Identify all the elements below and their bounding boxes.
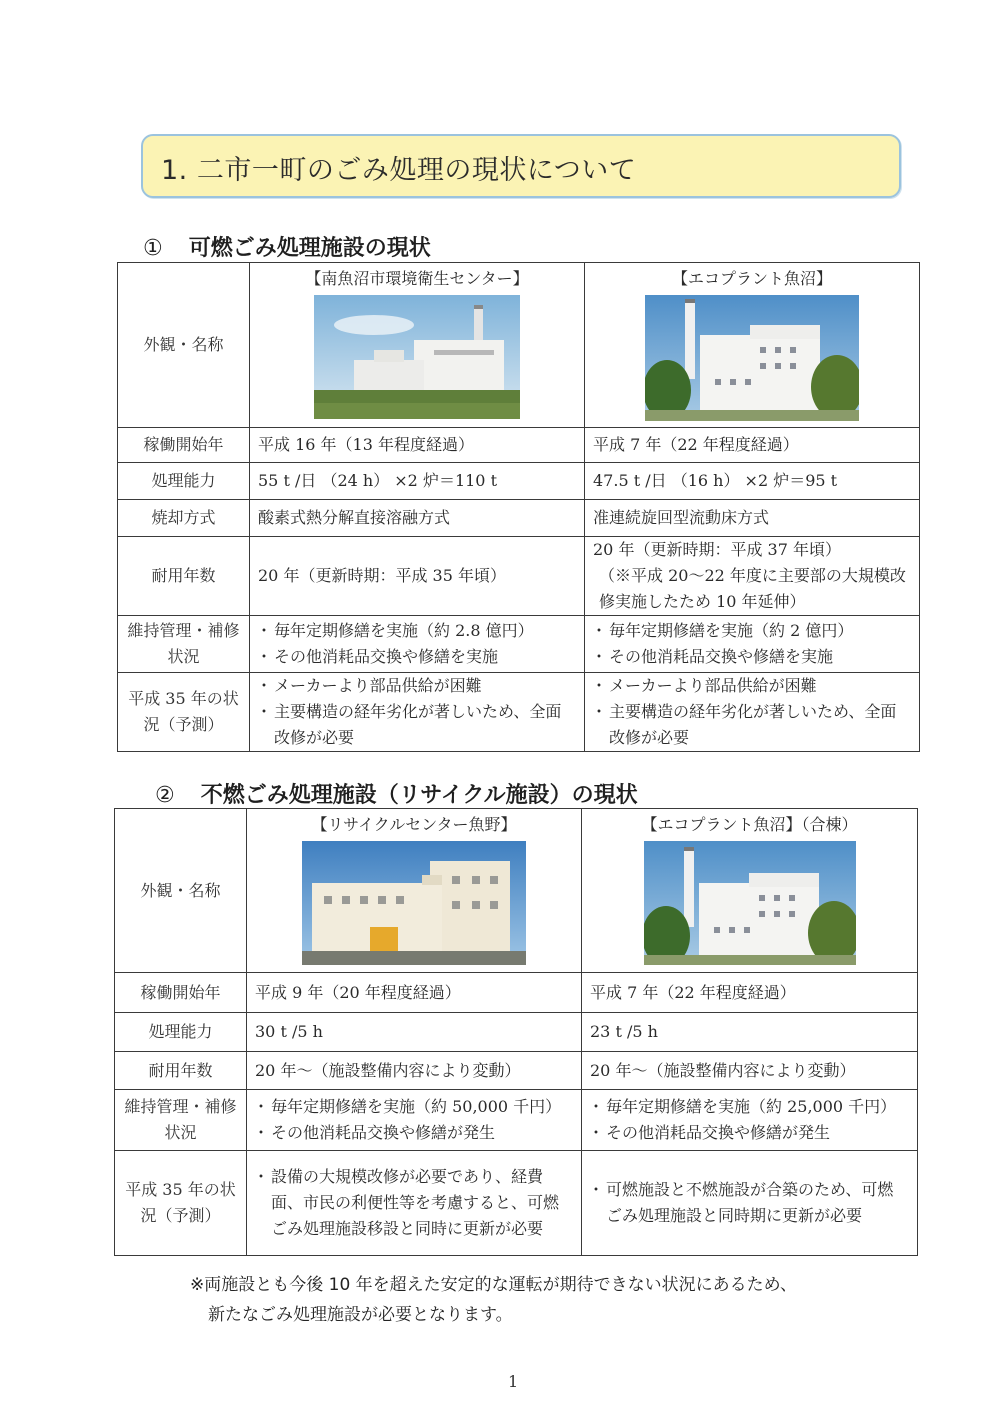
list-item: ・ その他消耗品交換や修繕が発生 [255, 1120, 573, 1146]
table-row [115, 1090, 918, 1151]
facility-a-start-year: 平成 16 年（13 年程度経過） [250, 428, 585, 463]
table-row [118, 673, 920, 752]
table-row [118, 463, 920, 500]
table-row [118, 263, 920, 428]
section-2-heading [155, 778, 638, 809]
row-label-service-life: 耐用年数 [115, 1052, 247, 1090]
table-row [115, 1151, 918, 1256]
noncombustible-facility-table [114, 808, 918, 1256]
section-1-number: ① [143, 236, 163, 261]
facility-a-maintenance-cell [247, 1090, 582, 1151]
facility-a-cell [250, 263, 585, 428]
list-item: ・ その他消耗品交換や修繕が発生 [590, 1120, 909, 1146]
facility-b-photo [645, 295, 859, 421]
table-row [115, 973, 918, 1013]
section-title-box [141, 134, 901, 198]
table-row [118, 500, 920, 537]
facility-a-capacity: 55 t /日 （24 h） ×2 炉＝110 t [250, 463, 585, 500]
section-1-heading [143, 231, 431, 262]
list-item: ・ その他消耗品交換や修繕を実施 [258, 644, 576, 670]
row-label-maintenance: 維持管理・補修状況 [115, 1090, 247, 1151]
row-label-appearance: 外観・名称 [115, 809, 247, 973]
facility-b-name: 【エコプラント魚沼】（合棟） [641, 815, 858, 834]
facility-b-maintenance-cell [582, 1090, 918, 1151]
facility-b-photo [644, 841, 856, 965]
facility-a-maintenance-cell [250, 616, 585, 673]
list-item: ・ メーカーより部品供給が困難 [593, 673, 911, 699]
facility-a-forecast-cell [250, 673, 585, 752]
list-item: ・ 設備の大規模改修が必要であり、経費面、市民の利便性等を考慮すると、可燃ごみ処理施設移設と同時に更新が必要 [255, 1164, 573, 1242]
facility-a-photo [314, 295, 520, 419]
section-2-number: ② [155, 783, 175, 808]
list-item: ・ 毎年定期修繕を実施（約 25,000 千円） [590, 1094, 909, 1120]
row-label-incineration: 焼却方式 [118, 500, 250, 537]
row-label-capacity: 処理能力 [115, 1013, 247, 1052]
facility-b-service-life: 20 年（更新時期：平成 37 年頃） [593, 540, 841, 559]
facility-b-forecast-cell [585, 673, 920, 752]
list-item: ・ 可燃施設と不燃施設が合築のため、可燃ごみ処理施設と同時期に更新が必要 [590, 1177, 909, 1229]
facility-b-capacity: 47.5 t /日 （16 h） ×2 炉＝95 t [585, 463, 920, 500]
table-row [115, 809, 918, 973]
table-row [118, 537, 920, 616]
row-label-start-year: 稼働開始年 [118, 428, 250, 463]
facility-b-maintenance-cell [585, 616, 920, 673]
facility-b-capacity: 23 t /5 h [582, 1013, 918, 1052]
facility-a-service-life: 20 年（更新時期：平成 35 年頃） [250, 537, 585, 616]
list-item: ・ 毎年定期修繕を実施（約 2 億円） [593, 618, 911, 644]
footnote-line-1: ※両施設とも今後 10 年を超えた安定的な運転が期待できない状況にあるため、 [190, 1275, 798, 1295]
facility-b-incineration: 准連続旋回型流動床方式 [585, 500, 920, 537]
row-label-maintenance: 維持管理・補修状況 [118, 616, 250, 673]
facility-b-service-life-note: （※平成 20～22 年度に主要部の大規模改修実施したため 10 年延伸） [599, 566, 906, 611]
table-row [115, 1013, 918, 1052]
row-label-capacity: 処理能力 [118, 463, 250, 500]
facility-b-cell [582, 809, 918, 973]
row-label-appearance: 外観・名称 [118, 263, 250, 428]
row-label-service-life: 耐用年数 [118, 537, 250, 616]
facility-b-service-life-cell [585, 537, 920, 616]
list-item: ・ メーカーより部品供給が困難 [258, 673, 576, 699]
facility-b-forecast-cell [582, 1151, 918, 1256]
facility-a-name: 【リサイクルセンター魚野】 [311, 815, 517, 834]
row-label-forecast: 平成 35 年の状況（予測） [118, 673, 250, 752]
page-title: 1. 二市一町のごみ処理の現状について [161, 155, 637, 186]
table-row [118, 616, 920, 673]
footnote-line-2: 新たなごみ処理施設が必要となります。 [208, 1305, 513, 1325]
combustible-facility-table [117, 262, 920, 752]
table-row [115, 1052, 918, 1090]
facility-b-cell [585, 263, 920, 428]
facility-a-capacity: 30 t /5 h [247, 1013, 582, 1052]
row-label-start-year: 稼働開始年 [115, 973, 247, 1013]
facility-a-name: 【南魚沼市環境衛生センター】 [305, 269, 529, 288]
facility-b-start-year: 平成 7 年（22 年程度経過） [585, 428, 920, 463]
list-item: ・ 毎年定期修繕を実施（約 50,000 千円） [255, 1094, 573, 1120]
facility-b-start-year: 平成 7 年（22 年程度経過） [582, 973, 918, 1013]
facility-b-name: 【エコプラント魚沼】 [671, 269, 832, 288]
facility-a-incineration: 酸素式熱分解直接溶融方式 [250, 500, 585, 537]
facility-a-service-life: 20 年～（施設整備内容により変動） [247, 1052, 582, 1090]
section-1-title: 可燃ごみ処理施設の現状 [188, 236, 431, 261]
facility-a-start-year: 平成 9 年（20 年程度経過） [247, 973, 582, 1013]
list-item: ・ 毎年定期修繕を実施（約 2.8 億円） [258, 618, 576, 644]
row-label-forecast: 平成 35 年の状況（予測） [115, 1151, 247, 1256]
table-row [118, 428, 920, 463]
list-item: ・ 主要構造の経年劣化が著しいため、全面改修が必要 [593, 699, 911, 751]
facility-b-service-life: 20 年～（施設整備内容により変動） [582, 1052, 918, 1090]
list-item: ・ その他消耗品交換や修繕を実施 [593, 644, 911, 670]
list-item: ・ 主要構造の経年劣化が著しいため、全面改修が必要 [258, 699, 576, 751]
facility-a-forecast-cell [247, 1151, 582, 1256]
page-number: 1 [508, 1372, 519, 1391]
facility-a-cell [247, 809, 582, 973]
section-2-title: 不燃ごみ処理施設（リサイクル施設）の現状 [200, 783, 638, 808]
facility-a-photo [302, 841, 526, 965]
